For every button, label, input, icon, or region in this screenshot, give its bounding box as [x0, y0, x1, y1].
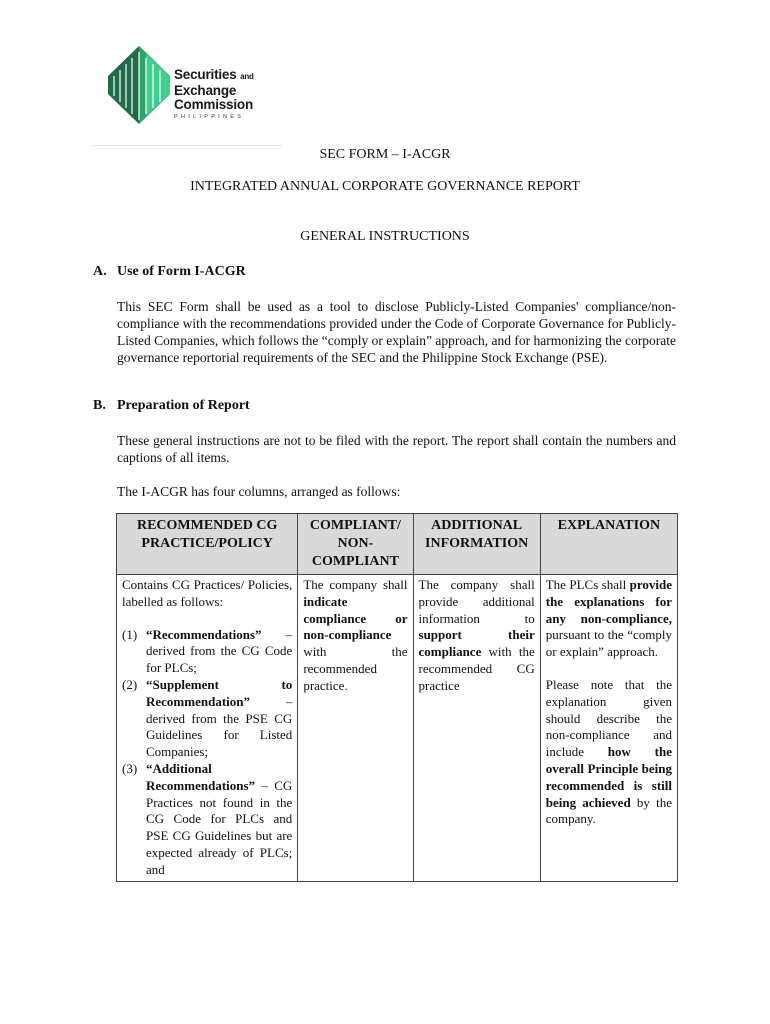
- header-additional-information: ADDITIONAL INFORMATION: [413, 514, 540, 575]
- col4-paragraph-1: [546, 577, 672, 661]
- list-item-number: (3): [122, 760, 138, 776]
- cell-compliant: [298, 575, 413, 882]
- section-a-letter: A.: [93, 264, 107, 279]
- section-a-title: Use of Form I-ACGR: [117, 264, 246, 279]
- col4-paragraph-2: [546, 677, 672, 828]
- section-a-text: This SEC Form shall be used as a tool to disclose Publicly-Listed Companies' compliance/non-compliance with the recommendations provided under the Code of Corporate Governance for Publicly-Listed Companies, which follows the “comply or explain” approach, and for harmonizing the corporate governance reportorial requirements of the SEC and the Philippine Stock Exchange (PSE).: [117, 299, 676, 365]
- col3-text-c: with the recommended CG practice: [418, 644, 535, 693]
- table-row: [117, 575, 678, 882]
- section-a-heading: [93, 264, 246, 280]
- cell-explanation: [540, 575, 677, 882]
- logo-line-3: Commission: [174, 97, 254, 112]
- col1-intro: Contains CG Practices/ Policies, labelled as follows:: [122, 577, 293, 609]
- header-compliant: COMPLIANT/ NON-COMPLIANT: [298, 514, 413, 575]
- list-item-bold: “Additional Recommendations”: [146, 760, 256, 793]
- col3-text-a: The company shall provide additional information to: [418, 577, 535, 626]
- section-b-text-1: These general instructions are not to be filed with the report. The report shall contain the numbers and captions of all items.: [117, 433, 676, 465]
- logo-line-1-small: and: [240, 72, 254, 81]
- sec-logo: [106, 44, 276, 124]
- cell-recommended-practice: [117, 575, 298, 882]
- col2-text-bold: indicate compliance or non-compliance: [303, 593, 408, 643]
- col2-text-a: The company shall: [303, 577, 408, 592]
- list-item-number: (2): [122, 676, 138, 692]
- iacgr-columns-table: [116, 513, 678, 882]
- section-b-heading: [93, 398, 250, 414]
- list-item: [122, 627, 292, 677]
- logo-line-1: Securities: [174, 67, 237, 82]
- list-item: [122, 761, 292, 879]
- cell-additional-information: [413, 575, 540, 882]
- list-item-bold: “Recommendations”: [146, 626, 262, 642]
- header-recommended-cg-practice: RECOMMENDED CG PRACTICE/POLICY: [117, 514, 298, 575]
- section-b-letter: B.: [93, 398, 106, 413]
- logo-divider: [92, 145, 282, 146]
- list-item-text: – derived from the PSE CG Guidelines for Listed Companies;: [146, 693, 293, 760]
- table-header-row: [117, 514, 678, 575]
- col4-p1-text-bold: provide the explanations for any non-compliance,: [545, 577, 672, 626]
- col4-p2-text-bold: how the overall Principle being recommended is still being achieved: [545, 744, 673, 810]
- list-item-number: (1): [122, 626, 138, 642]
- list-item-text: – derived from the CG Code for PLCs;: [146, 626, 293, 676]
- list-item: [122, 677, 292, 761]
- list-item-text: – CG Practices not found in the CG Code for PLCs and PSE CG Guidelines but are expected already of PLCs; and: [146, 777, 293, 877]
- col4-p2-text-a: Please note that the explanation given should describe the non-compliance and include: [545, 676, 672, 760]
- logo-subtitle: PHILIPPINES: [174, 114, 245, 120]
- col4-p1-text-c: pursuant to the “comply or explain” approach.: [545, 627, 672, 660]
- col4-p1-text-a: The PLCs shall: [545, 577, 630, 592]
- general-instructions-heading: GENERAL INSTRUCTIONS: [300, 229, 470, 244]
- section-b-title: Preparation of Report: [117, 398, 250, 413]
- header-explanation: EXPLANATION: [540, 514, 677, 575]
- col4-p2-text-c: by the company.: [545, 794, 672, 827]
- report-title: INTEGRATED ANNUAL CORPORATE GOVERNANCE REPORT: [190, 179, 580, 194]
- col2-text-c: with the recommended practice.: [303, 644, 408, 693]
- col3-text-bold: support their compliance: [418, 627, 535, 660]
- list-item-bold: “Supplement to Recommendation”: [146, 676, 293, 709]
- logo-line-2: Exchange: [174, 83, 237, 98]
- form-title: SEC FORM – I-ACGR: [319, 147, 451, 162]
- sec-emblem-icon: [106, 44, 172, 126]
- section-b-text-2: The I-ACGR has four columns, arranged as follows:: [117, 484, 401, 499]
